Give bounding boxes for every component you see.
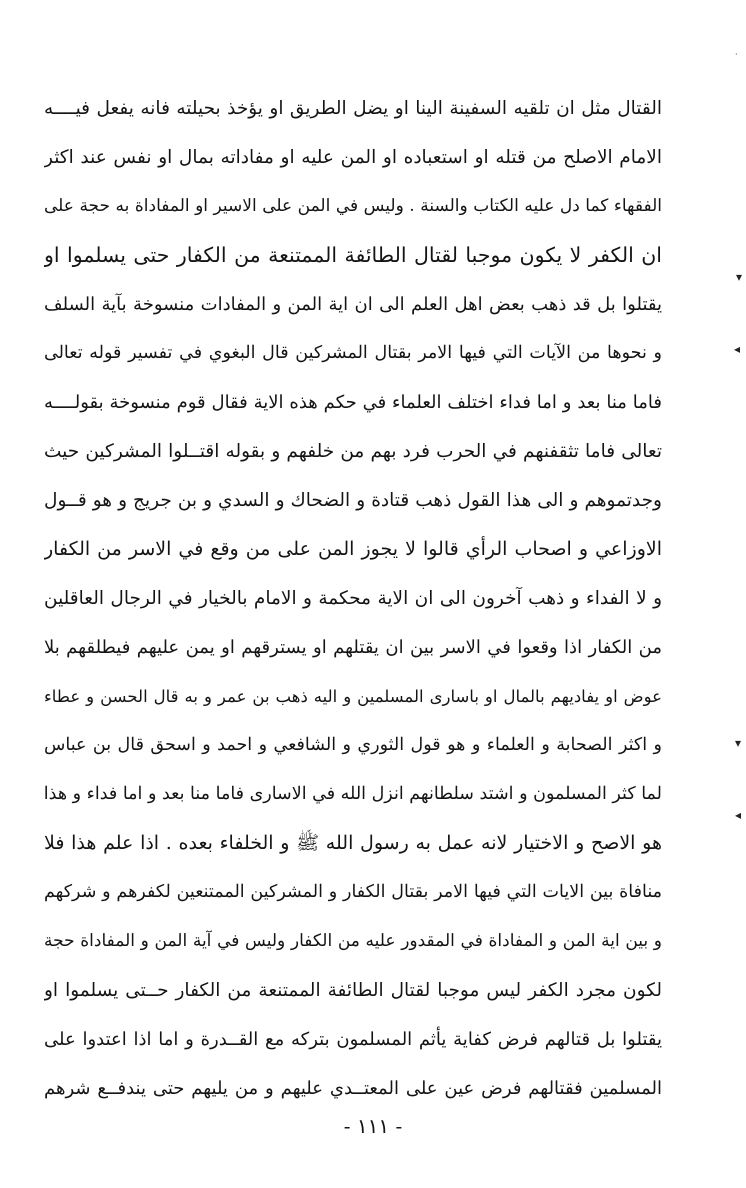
margin-mark: ▾	[735, 736, 742, 750]
text-line: منافاة بين الايات التي فيها الامر بقتال الكفار و المشركين الممتنعين لكفرهم و شركهم	[44, 882, 662, 902]
text-line: يقتلوا بل قتالهم فرض كفاية يأثم المسلمون بتركه مع القــدرة و اما اذا اعتدوا على	[44, 1029, 662, 1050]
margin-mark: ◂	[735, 808, 742, 822]
text-line: من الكفار اذا وقعوا في الاسر بين ان يقتلهم او يسترقهم او يمن عليهم فيطلقهم بلا	[44, 637, 662, 658]
text-line: لكون مجرد الكفر ليس موجبا لقتال الطائفة الممتنعة من الكفار حــتى يسلموا او	[44, 980, 662, 1001]
text-line: لما كثر المسلمون و اشتد سلطانهم انزل الله في الاسارى فاما منا بعد و اما فداء و هذا	[44, 784, 662, 804]
text-line: يقتلوا بل قد ذهب بعض اهل العلم الى ان اية المن و المفادات منسوخة بآية السلف	[44, 294, 662, 315]
text-line: و لا الفداء و ذهب آخرون الى ان الاية محكمة و الامام بالخيار في الرجال العاقلين	[44, 588, 662, 609]
text-line: تعالى فاما تثقفنهم في الحرب فرد بهم من خلفهم و بقوله اقتــلوا المشركين حيث	[44, 441, 662, 462]
text-line: الفقهاء كما دل عليه الكتاب والسنة . وليس في المن على الاسير او المفاداة به حجة على	[44, 196, 662, 216]
text-line: الاوزاعي و اصحاب الرأي قالوا لا يجوز المن على من وقع في الاسر من الكفار	[44, 538, 662, 560]
text-line: وجدتموهم و الى هذا القول ذهب قتادة و الضحاك و السدي و بن جريج و هو قــول	[44, 490, 662, 511]
scan-speck: ·	[735, 50, 738, 59]
text-line: فاما منا بعد و اما فداء اختلف العلماء في حكم هذه الاية فقال قوم منسوخة بقولــــه	[44, 392, 662, 413]
margin-mark: ◂	[734, 342, 741, 356]
margin-mark: ▾	[736, 270, 743, 284]
text-line: و بين اية المن و المفاداة في المقدور عليه من الكفار وليس في آية المن و المفاداة حجة	[44, 931, 662, 951]
text-line: ان الكفر لا يكون موجبا لقتال الطائفة الممتنعة من الكفار حتى يسلموا او	[44, 243, 662, 267]
text-line: القتال مثل ان تلقيه السفينة الينا او يضل الطريق او يؤخذ بحيلته فانه يفعل فيــــه	[44, 98, 662, 119]
text-line: و نحوها من الآيات التي فيها الامر بقتال المشركين قال البغوي في تفسير قوله تعالى	[44, 343, 662, 363]
text-line: و اكثر الصحابة و العلماء و هو قول الثوري و الشافعي و احمد و اسحق قال بن عباس	[44, 735, 662, 755]
text-line: هو الاصح و الاختيار لانه عمل به رسول الله ﷺ و الخلفاء بعده . اذا علم هذا فلا	[44, 832, 662, 854]
text-line: الامام الاصلح من قتله او استعباده او المن عليه او مفاداته بمال او نفس عند اكثر	[44, 147, 662, 168]
text-line: المسلمين فقتالهم فرض عين على المعتــدي عليهم و من يليهم حتى يندفــع شرهم	[44, 1078, 662, 1099]
text-line: عوض او يفاديهم بالمال او باسارى المسلمين و اليه ذهب بن عمر و به قال الحسن و عطاء	[44, 687, 662, 706]
page-number: - ١١١ -	[343, 1114, 403, 1138]
body-text	[44, 84, 662, 1113]
